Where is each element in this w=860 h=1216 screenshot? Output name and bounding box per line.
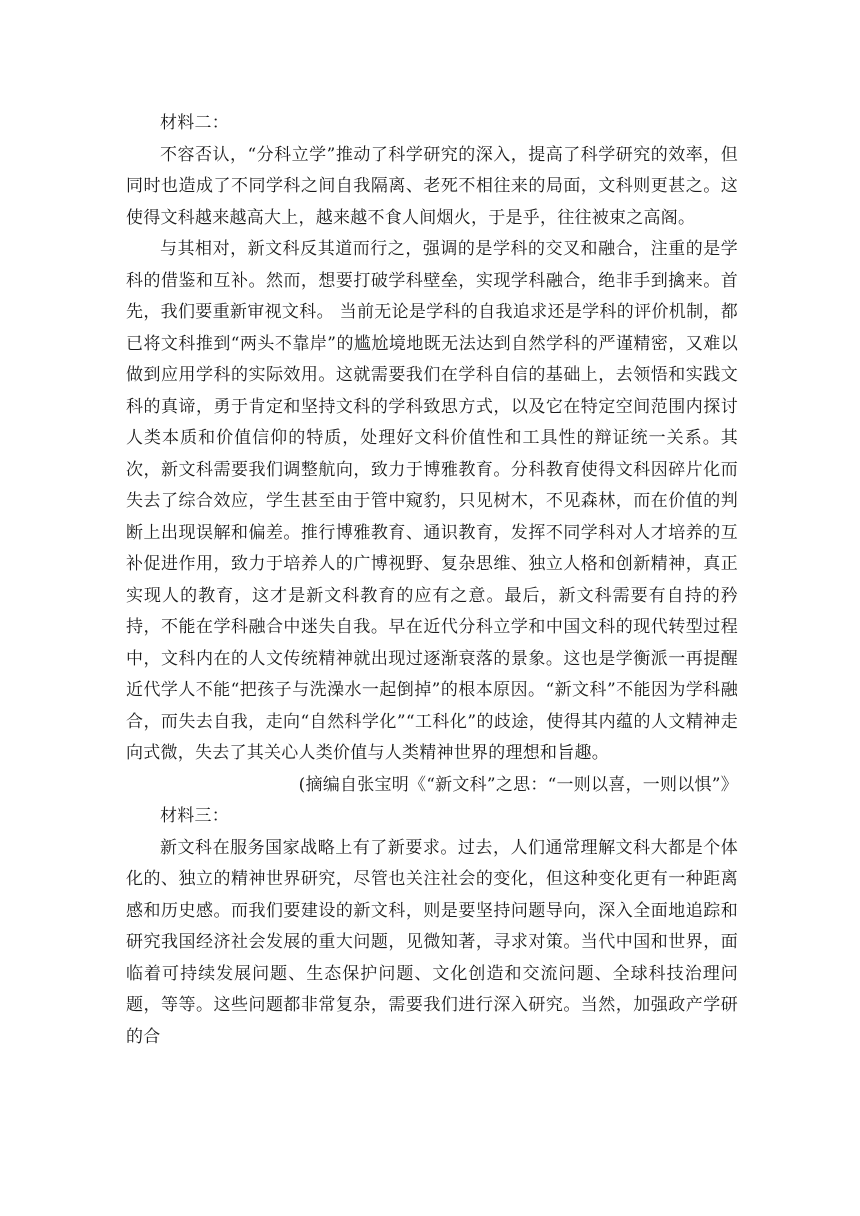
- document-body: [126, 108, 738, 1053]
- paragraph: 与其相对，新文科反其道而行之，强调的是学科的交叉和融合，注重的是学科的借鉴和互补。然而，想要打破学科壁垒，实现学科融合，绝非手到擒来。首先，我们要重新审视文科。 当前无论是学科的自我追求还是学科的评价机制，都已将文科推到“两头不靠岸”的尴尬境地既无法达到自然学科的严谨精密，又难以做到应用学科的实际效用。这就需要我们在学科自信的基础上，去领悟和实践文科的真谛，勇于肯定和坚持文科的学科致思方式，以及它在特定空间范围内探讨人类本质和价值信仰的特质，处理好文科价值性和工具性的辩证统一关系。其次，新文科需要我们调整航向，致力于博雅教育。分科教育使得文科因碎片化而失去了综合效应，学生甚至由于管中窥豹，只见树木，不见森林，而在价值的判断上出现误解和偏差。推行博雅教育、通识教育，发挥不同学科对人才培养的互补促进作用，致力于培养人的广博视野、复杂思维、独立人格和创新精神，真正实现人的教育，这才是新文科教育的应有之意。最后，新文科需要有自持的矜持，不能在学科融合中迷失自我。早在近代分科立学和中国文科的现代转型过程中，文科内在的人文传统精神就出现过逐渐衰落的景象。这也是学衡派一再提醒近代学人不能“把孩子与洗澡水一起倒掉”的根本原因。“新文科”不能因为学科融合，而失去自我，走向“自然科学化”“工科化”的歧途，使得其内蕴的人文精神走向式微，失去了其关心人类价值与人类精神世界的理想和旨趣。: [126, 239, 738, 763]
- paragraph: 不容否认，“分科立学”推动了科学研究的深入，提高了科学研究的效率，但同时也造成了不同学科之间自我隔离、老死不相往来的局面，文科则更甚之。这使得文科越来越高大上，越来越不食人间烟火，于是乎，往往被束之高阁。: [126, 144, 738, 228]
- section-heading-material-2: 材料二：: [160, 113, 229, 133]
- source-citation: (摘编自张宝明《“新文科”之思：“一则以喜，一则以惧”》: [298, 774, 738, 795]
- paragraph: 新文科在服务国家战略上有了新要求。过去，人们通常理解文科大都是个体化的、独立的精神世界研究，尽管也关注社会的变化，但这种变化更有一种距离感和历史感。而我们要建设的新文科，则是要坚持问题导向，深入全面地追踪和研究我国经济社会发展的重大问题，见微知著，寻求对策。当代中国和世界，面临着可持续发展问题、生态保护问题、文化创造和交流问题、全球科技治理问题，等等。这些问题都非常复杂，需要我们进行深入研究。当然，加强政产学研的合: [126, 837, 738, 1047]
- section-heading-material-3: 材料三：: [160, 806, 229, 826]
